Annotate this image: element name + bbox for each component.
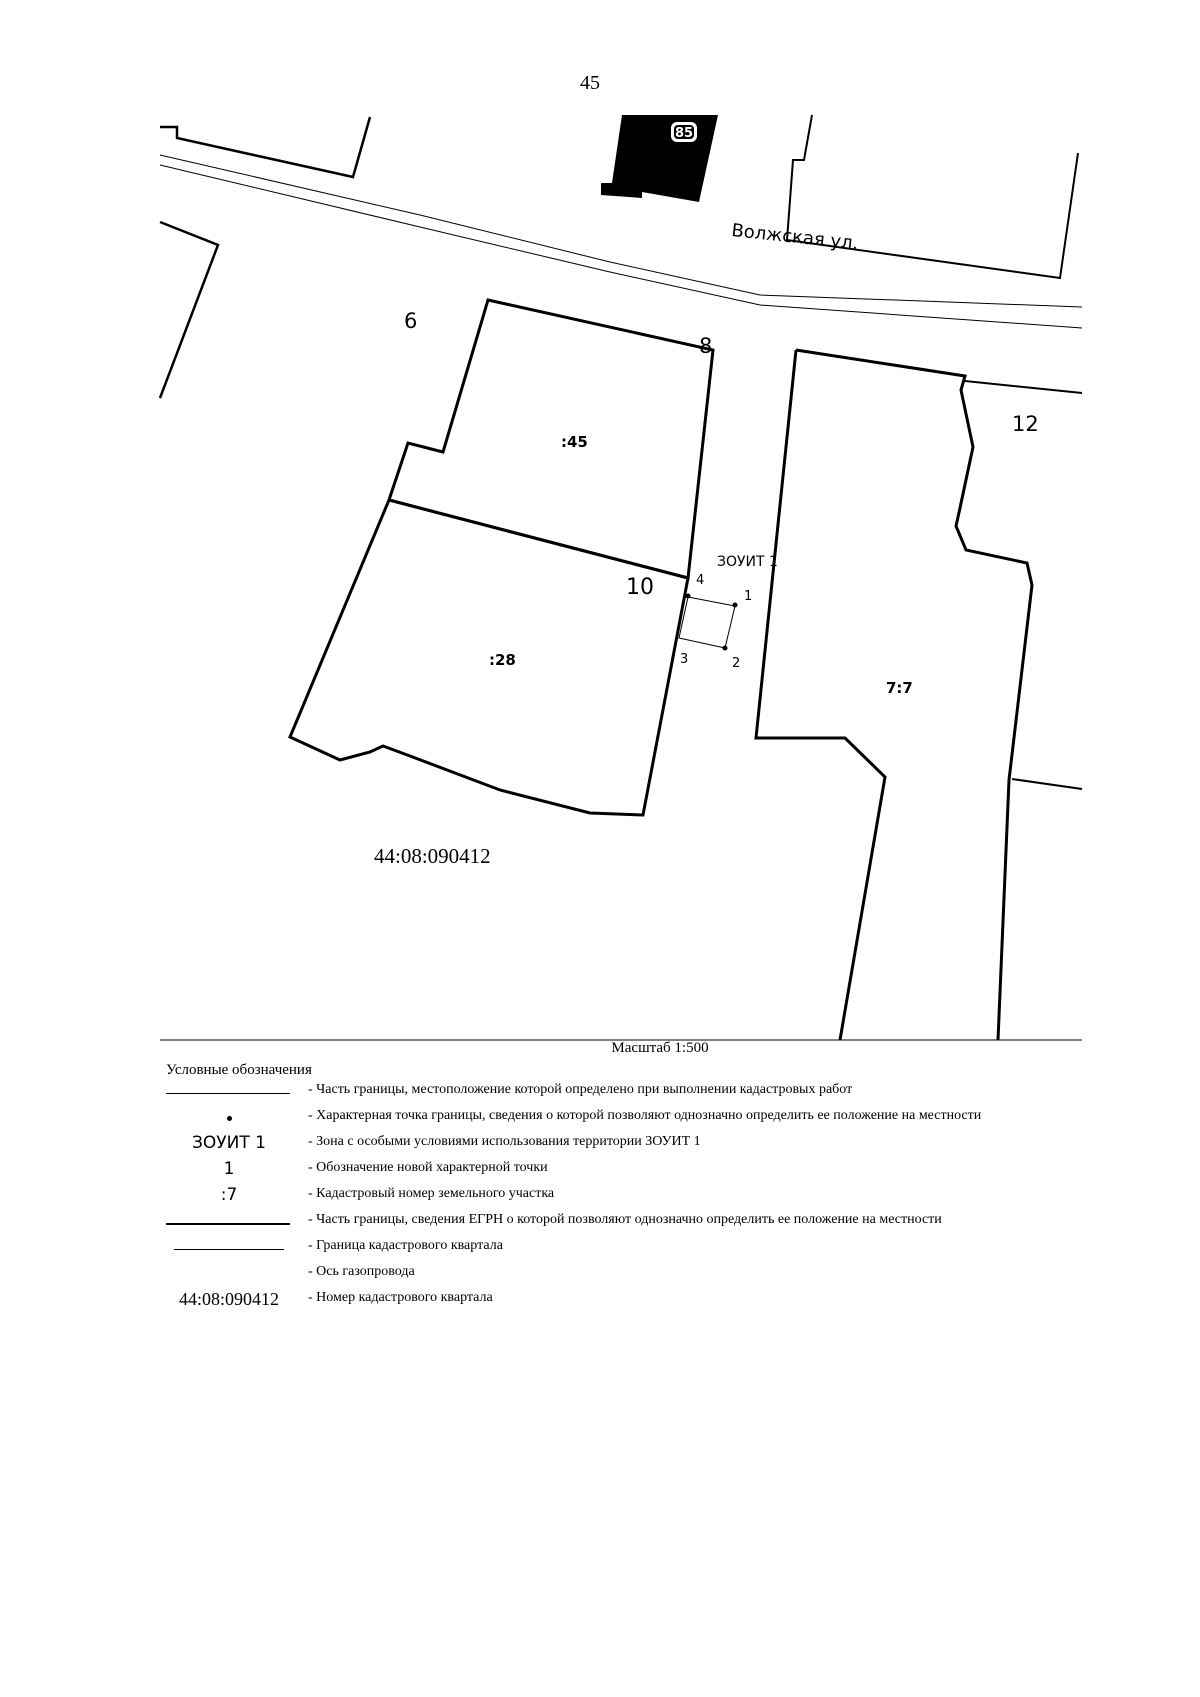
legend-text: - Зона с особыми условиями использования территории ЗОУИТ 1 <box>308 1134 701 1149</box>
street-label: Волжская ул. <box>730 220 860 255</box>
building-85 <box>601 115 718 202</box>
legend-symbol-quarter-number: 44:08:090412 <box>178 1289 279 1309</box>
legend-item <box>160 1288 1090 1314</box>
legend-symbol-cadastral-number: :7 <box>220 1185 238 1205</box>
parcel-number-10: 10 <box>626 575 654 600</box>
parcel-7-boundary <box>796 350 1032 1040</box>
point-label-4: 4 <box>696 573 705 588</box>
legend-item <box>160 1184 1090 1210</box>
point-label-2: 2 <box>732 656 741 671</box>
parcel-number-8: 8 <box>699 334 713 358</box>
point-4-marker <box>686 594 691 599</box>
legend-item <box>160 1106 1090 1132</box>
parcel-boundary-left <box>160 222 218 398</box>
zouit-zone-boundary <box>679 597 735 648</box>
point-2-marker <box>723 646 728 651</box>
legend-item <box>160 1080 1090 1106</box>
legend-symbol-egrn-boundary <box>160 1210 298 1236</box>
point-label-1: 1 <box>744 589 753 604</box>
legend-item <box>160 1132 1090 1158</box>
legend-item <box>160 1236 1090 1262</box>
parcel-cadastral-28: :28 <box>489 651 516 669</box>
parcel-number-12: 12 <box>1012 412 1039 436</box>
legend-text: - Ось газопровода <box>308 1264 415 1279</box>
legend-symbol-quarter-boundary <box>160 1236 298 1262</box>
legend-text: - Обозначение новой характерной точки <box>308 1160 548 1175</box>
legend-text: - Номер кадастрового квартала <box>308 1290 493 1305</box>
parcel-12-boundary <box>965 381 1082 393</box>
parcel-cadastral-45: :45 <box>561 433 588 451</box>
legend-item <box>160 1158 1090 1184</box>
parcel-7-boundary-left <box>756 350 885 1040</box>
legend-item <box>160 1262 1090 1288</box>
zone-label: ЗОУИТ 1 <box>717 554 778 570</box>
legend-symbol-boundary-point <box>160 1106 298 1132</box>
parcel-45-boundary <box>389 300 713 578</box>
point-1-marker <box>733 603 738 608</box>
parcel-boundary-top-right <box>787 115 1078 278</box>
building-number-label: 85 <box>674 126 694 141</box>
parcel-number-6: 6 <box>404 309 418 333</box>
legend-text: - Характерная точка границы, сведения о которой позволяют однозначно определить ее положение на местности <box>308 1108 982 1123</box>
legend-symbol-gas-pipeline <box>160 1262 298 1288</box>
legend-symbol-new-boundary <box>160 1080 298 1106</box>
legend-title: Условные обозначения <box>166 1062 312 1078</box>
parcel-cadastral-7: 7:7 <box>886 679 913 697</box>
page-number: 45 <box>580 72 600 94</box>
legend <box>160 1080 1090 1314</box>
legend-text: - Часть границы, сведения ЕГРН о которой позволяют однозначно определить ее положение на местности <box>308 1212 942 1227</box>
parcel-right-boundary <box>1012 779 1082 789</box>
quarter-number-label: 44:08:090412 <box>374 844 491 868</box>
legend-symbol-new-point: 1 <box>223 1159 235 1179</box>
legend-text: - Граница кадастрового квартала <box>308 1238 503 1253</box>
legend-text: - Кадастровый номер земельного участка <box>308 1186 555 1201</box>
parcel-boundary-top-left <box>160 117 370 177</box>
legend-item <box>160 1210 1090 1236</box>
scale-label: Масштаб 1:500 <box>611 1040 709 1056</box>
point-label-3: 3 <box>680 652 689 667</box>
legend-text: - Часть границы, местоположение которой определено при выполнении кадастровых работ <box>308 1082 853 1097</box>
legend-symbol-zone: ЗОУИТ 1 <box>192 1133 266 1153</box>
